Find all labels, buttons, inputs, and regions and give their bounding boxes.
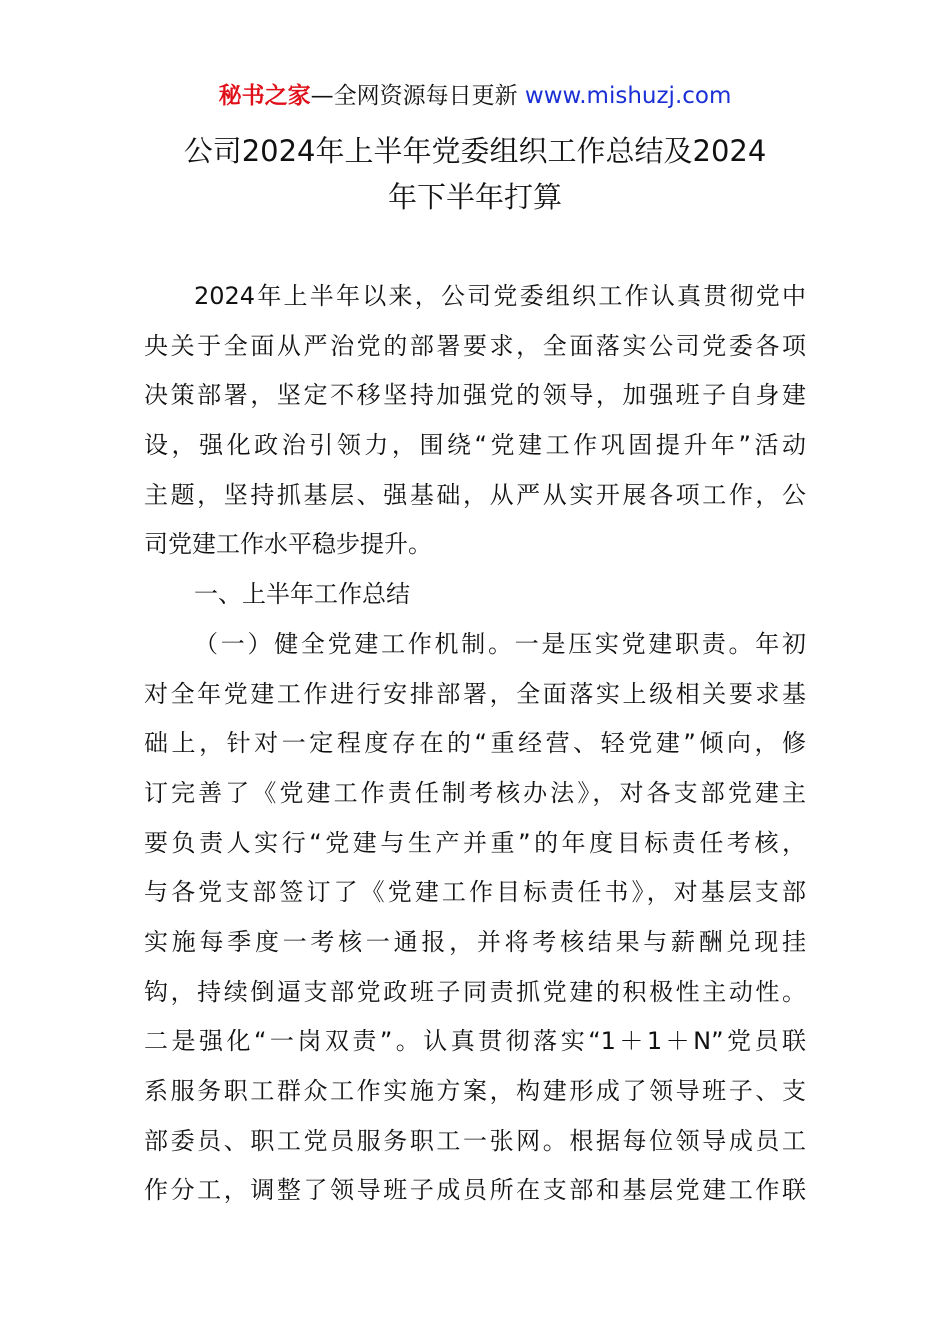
- body-line: 订完善了《党建工作责任制考核办法》，对各支部党建主: [144, 778, 806, 807]
- title-line-1: 公司2024年上半年党委组织工作总结及2024: [183, 134, 767, 168]
- body-line: 钩，持续倒逼支部党政班子同责抓党建的积极性主动性。: [144, 977, 806, 1006]
- body-line: 央关于全面从严治党的部署要求，全面落实公司党委各项: [144, 331, 806, 360]
- body-line: 作分工，调整了领导班子成员所在支部和基层党建工作联: [144, 1176, 806, 1205]
- body-line: 础上，针对一定程度存在的“重经营、轻党建”倾向，修: [144, 729, 806, 758]
- body-line: 2024年上半年以来，公司党委组织工作认真贯彻党中: [194, 282, 806, 310]
- site-header: [0, 80, 950, 112]
- site-url-link[interactable]: www.mishuzj.com: [524, 83, 732, 109]
- body-line: 要负责人实行“党建与生产并重”的年度目标责任考核，: [144, 828, 806, 857]
- body-line: 设，强化政治引领力，围绕“党建工作巩固提升年”活动: [144, 431, 806, 460]
- body-line: 二是强化“一岗双责”。认真贯彻落实“1＋1＋N”党员联: [144, 1027, 806, 1056]
- section-heading: 一、上半年工作总结: [194, 580, 410, 609]
- body-line: 与各党支部签订了《党建工作目标责任书》，对基层支部: [144, 878, 806, 907]
- body-line: 司党建工作水平稳步提升。: [144, 530, 432, 559]
- body-line: （一）健全党建工作机制。一是压实党建职责。年初: [194, 629, 806, 658]
- body-line: 部委员、职工党员服务职工一张网。根据每位领导成员工: [144, 1126, 806, 1155]
- site-tagline: —全网资源每日更新: [310, 83, 518, 109]
- title-line-2: 年下半年打算: [387, 180, 562, 214]
- document-title: [110, 128, 840, 220]
- body-line: 对全年党建工作进行安排部署，全面落实上级相关要求基: [144, 679, 806, 708]
- body-line: 系服务职工群众工作实施方案，构建形成了领导班子、支: [144, 1077, 806, 1105]
- body-line: 决策部署，坚定不移坚持加强党的领导，加强班子自身建: [144, 381, 806, 410]
- body-line: 实施每季度一考核一通报，并将考核结果与薪酬兑现挂: [144, 927, 806, 956]
- body-line: 主题，坚持抓基层、强基础，从严从实开展各项工作，公: [144, 480, 806, 509]
- document-body: [144, 272, 806, 1216]
- site-brand: 秘书之家: [218, 83, 311, 109]
